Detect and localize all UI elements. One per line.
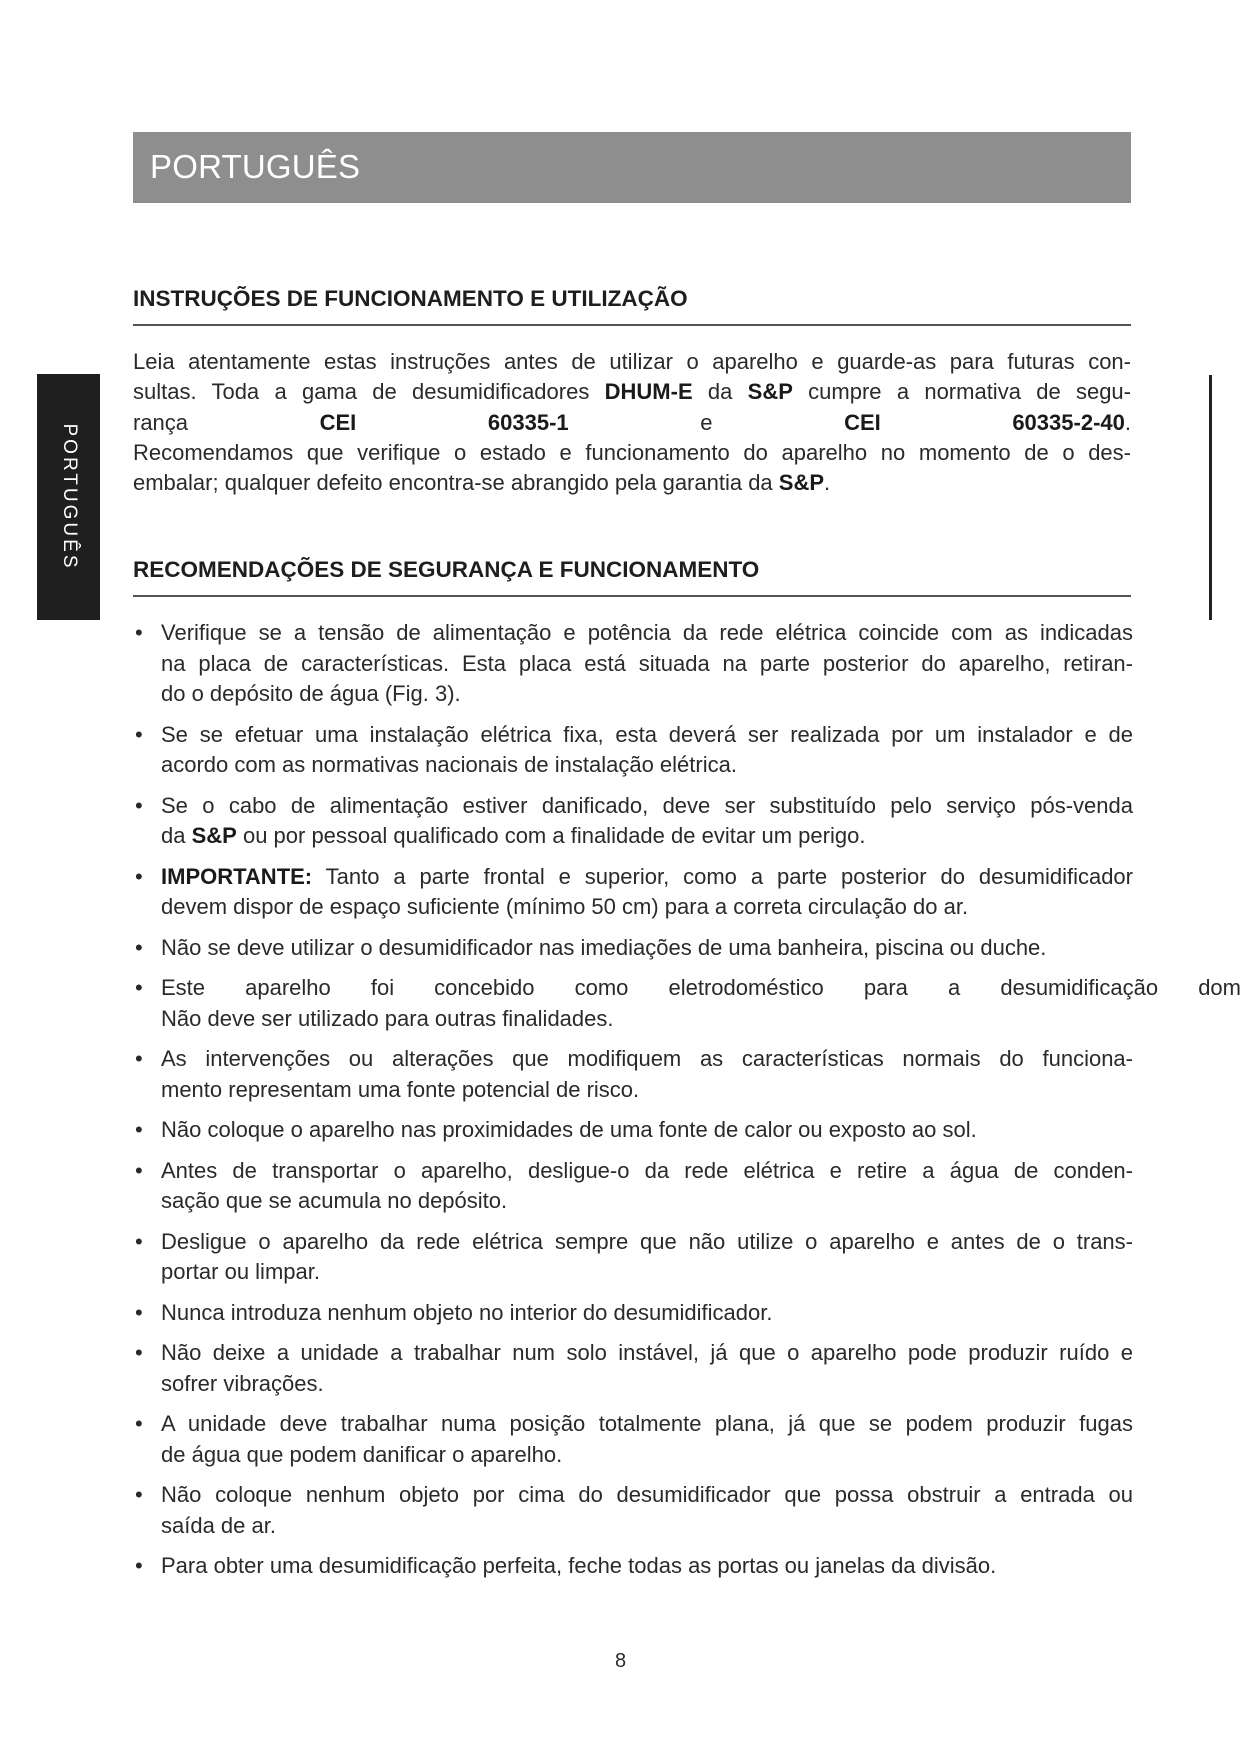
text-line bbox=[161, 1257, 1133, 1288]
text-segment: do o depósito de água (Fig. 3). bbox=[161, 681, 461, 706]
list-item bbox=[133, 1338, 1133, 1399]
text-segment: As intervenções ou alterações que modifiquem as características normais do funciona- bbox=[161, 1046, 1133, 1071]
section-divider bbox=[133, 324, 1131, 326]
text-segment: Recomendamos que verifique o estado e funcionamento do aparelho no momento de o des- bbox=[133, 439, 1131, 465]
text-segment: Leia atentamente estas instruções antes de utilizar o aparelho e guarde-as para futuras con- bbox=[133, 349, 1131, 374]
bold-text: S&P bbox=[747, 379, 793, 405]
text-line bbox=[161, 1369, 1133, 1400]
bold-text: DHUM-E bbox=[604, 379, 693, 405]
bullet-icon: • bbox=[135, 1553, 143, 1578]
text-segment: acordo com as normativas nacionais de instalação elétrica. bbox=[161, 752, 737, 777]
text-segment: sofrer vibrações. bbox=[161, 1370, 324, 1396]
language-header-title: PORTUGUÊS bbox=[150, 148, 361, 185]
text-segment: Antes de transportar o aparelho, desligue-o da rede elétrica e retire a água de conden- bbox=[161, 1157, 1133, 1183]
section-divider bbox=[133, 595, 1131, 597]
bullet-icon: • bbox=[135, 863, 143, 889]
text-line bbox=[161, 1004, 1133, 1035]
text-line bbox=[133, 347, 1131, 377]
text-segment: rança bbox=[133, 409, 320, 435]
text-segment: sultas. Toda a gama de desumidificadores bbox=[133, 379, 605, 405]
safety-recommendations-list bbox=[133, 618, 1241, 1592]
text-line bbox=[161, 649, 1133, 680]
bullet-icon: • bbox=[135, 620, 143, 645]
text-segment: Não coloque nenhum objeto por cima do desumidificador que possa obstruir a entrada ou bbox=[161, 1482, 1133, 1507]
text-line bbox=[161, 1298, 1133, 1329]
text-segment: embalar; qualquer defeito encontra-se abrangido pela garantia da bbox=[133, 470, 779, 496]
list-item bbox=[133, 1409, 1133, 1470]
language-header-bar bbox=[133, 132, 1131, 203]
bullet-icon: • bbox=[135, 1340, 143, 1365]
page-number: 8 bbox=[614, 1650, 627, 1672]
text-line bbox=[161, 1409, 1133, 1440]
text-line bbox=[133, 377, 1131, 407]
text-segment: da bbox=[692, 379, 748, 405]
list-item bbox=[133, 618, 1133, 710]
list-item bbox=[133, 1551, 1133, 1582]
text-segment: Se o cabo de alimentação estiver danificado, deve ser substituído pelo serviço pós-venda bbox=[161, 792, 1133, 818]
list-item bbox=[133, 1044, 1133, 1105]
bullet-icon: • bbox=[135, 1411, 143, 1436]
text-line bbox=[161, 1115, 1133, 1146]
text-line bbox=[161, 1480, 1133, 1511]
list-item bbox=[133, 791, 1133, 852]
section-heading-instructions: INSTRUÇÕES DE FUNCIONAMENTO E UTILIZAÇÃO bbox=[133, 286, 688, 311]
list-item bbox=[133, 1227, 1133, 1288]
text-line bbox=[161, 821, 1133, 852]
bullet-icon: • bbox=[135, 975, 143, 1000]
text-segment: Este aparelho foi concebido como eletrodoméstico para a desumidificação dom bbox=[161, 975, 1241, 1000]
bullet-icon: • bbox=[135, 934, 143, 960]
section-heading-safety: RECOMENDAÇÕES DE SEGURANÇA E FUNCIONAMENTO bbox=[133, 557, 760, 582]
text-segment: Não deve ser utilizado para outras finalidades. bbox=[161, 1005, 614, 1031]
text-segment: ou por pessoal qualificado com a finalidade de evitar um perigo. bbox=[236, 823, 866, 848]
text-segment: Não deixe a unidade a trabalhar num solo instável, já que o aparelho pode produzir ruído e bbox=[161, 1340, 1133, 1365]
list-item bbox=[133, 1156, 1133, 1217]
bullet-icon: • bbox=[135, 1482, 143, 1507]
text-line bbox=[161, 1511, 1133, 1542]
text-line bbox=[161, 933, 1133, 964]
text-segment: cumpre a normativa de segu- bbox=[792, 379, 1131, 405]
text-segment: Não coloque o aparelho nas proximidades de uma fonte de calor ou exposto ao sol. bbox=[161, 1117, 977, 1142]
text-line bbox=[133, 408, 1131, 438]
list-item bbox=[133, 720, 1133, 781]
text-segment: saída de ar. bbox=[161, 1512, 276, 1538]
bullet-icon: • bbox=[135, 1157, 143, 1183]
text-line bbox=[161, 1440, 1133, 1471]
text-line bbox=[161, 973, 1241, 1004]
list-item bbox=[133, 1298, 1133, 1329]
text-line bbox=[161, 791, 1133, 822]
text-line bbox=[133, 468, 1131, 498]
text-segment: portar ou limpar. bbox=[161, 1259, 320, 1284]
text-segment: . bbox=[1124, 409, 1131, 435]
text-line bbox=[161, 1186, 1133, 1217]
text-line bbox=[161, 720, 1133, 751]
bullet-icon: • bbox=[135, 1117, 143, 1142]
text-line bbox=[161, 1075, 1133, 1106]
list-item bbox=[133, 1480, 1133, 1541]
text-segment: devem dispor de espaço suficiente (mínimo 50 cm) para a correta circulação do ar. bbox=[161, 894, 969, 919]
text-line bbox=[161, 862, 1133, 893]
text-segment: Tanto a parte frontal e superior, como a parte posterior do desumidificador bbox=[312, 863, 1133, 889]
text-segment: Verifique se a tensão de alimentação e potência da rede elétrica coincide com as indicadas bbox=[161, 620, 1133, 645]
side-language-tab-label: PORTUGUÊS bbox=[58, 423, 80, 571]
text-line bbox=[161, 1156, 1133, 1187]
text-segment: Nunca introduza nenhum objeto no interior do desumidificador. bbox=[161, 1299, 773, 1325]
text-segment: da bbox=[161, 823, 192, 848]
text-line bbox=[161, 892, 1133, 923]
list-item bbox=[133, 862, 1133, 923]
text-line bbox=[133, 438, 1131, 468]
intro-paragraph bbox=[133, 347, 1131, 498]
text-line bbox=[161, 1227, 1133, 1258]
list-item bbox=[133, 973, 1241, 1034]
bold-text: CEI 60335-1 bbox=[319, 409, 569, 435]
text-line bbox=[161, 1044, 1133, 1075]
text-line bbox=[161, 1551, 1133, 1582]
text-segment: Desligue o aparelho da rede elétrica sempre que não utilize o aparelho e antes de o trans- bbox=[161, 1228, 1133, 1254]
side-language-tab bbox=[37, 374, 100, 620]
bullet-icon: • bbox=[135, 1046, 143, 1071]
bullet-icon: • bbox=[135, 721, 143, 747]
bullet-icon: • bbox=[135, 1299, 143, 1325]
text-line bbox=[161, 750, 1133, 781]
text-segment: A unidade deve trabalhar numa posição totalmente plana, já que se podem produzir fugas bbox=[161, 1411, 1133, 1436]
text-line bbox=[161, 618, 1133, 649]
text-segment: de água que podem danificar o aparelho. bbox=[161, 1441, 563, 1467]
bold-text: S&P bbox=[778, 470, 825, 496]
bullet-icon: • bbox=[135, 792, 143, 818]
list-item bbox=[133, 1115, 1133, 1146]
text-segment: mento representam uma fonte potencial de risco. bbox=[161, 1076, 640, 1102]
text-segment: e bbox=[568, 409, 845, 435]
right-margin-line bbox=[1209, 375, 1212, 620]
text-segment: na placa de características. Esta placa está situada na parte posterior do aparelho, retiran- bbox=[161, 650, 1133, 676]
text-line bbox=[161, 679, 1133, 710]
list-item bbox=[133, 933, 1133, 964]
text-segment: . bbox=[824, 470, 831, 496]
text-segment: Se se efetuar uma instalação elétrica fixa, esta deverá ser realizada por um instalador e de bbox=[161, 721, 1133, 747]
text-segment: Não se deve utilizar o desumidificador nas imediações de uma banheira, piscina ou duche. bbox=[161, 934, 1047, 960]
bullet-icon: • bbox=[135, 1228, 143, 1254]
bold-text: CEI 60335-2-40 bbox=[844, 409, 1125, 435]
bold-text: S&P bbox=[191, 823, 237, 848]
bold-text: IMPORTANTE: bbox=[161, 863, 313, 889]
text-segment: Para obter uma desumidificação perfeita, feche todas as portas ou janelas da divisão. bbox=[161, 1553, 997, 1578]
text-line bbox=[161, 1338, 1133, 1369]
text-segment: sação que se acumula no depósito. bbox=[161, 1188, 508, 1213]
